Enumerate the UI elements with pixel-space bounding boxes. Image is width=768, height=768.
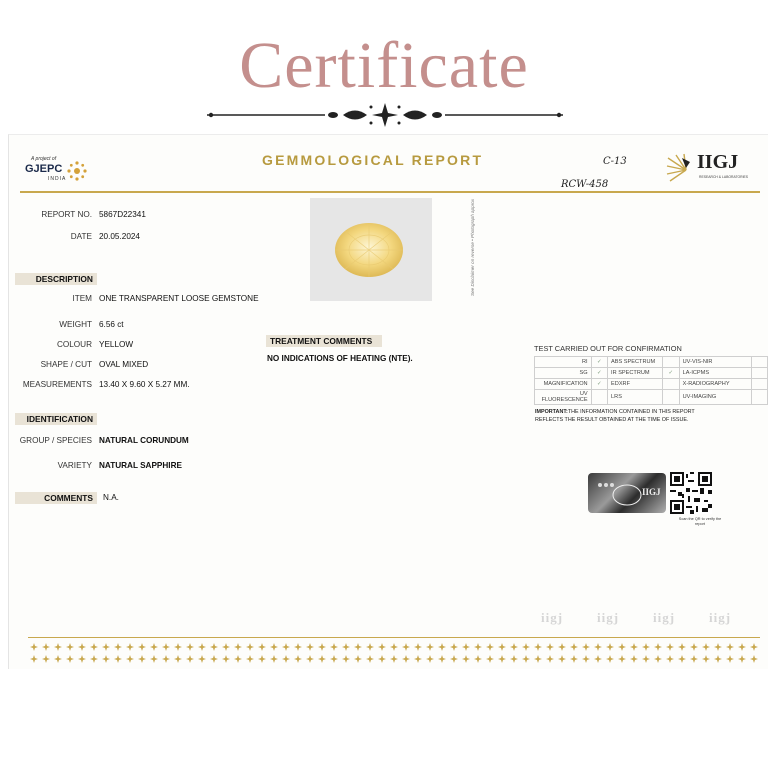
treatment-value: NO INDICATIONS OF HEATING (NTE). [267, 354, 413, 363]
check-icon [591, 390, 607, 405]
iigj-watermark: iigj [541, 610, 564, 625]
tests-table [534, 356, 768, 405]
gjepc-tagline: A project of [31, 156, 57, 162]
item-value: ONE TRANSPARENT LOOSE GEMSTONE [99, 294, 259, 303]
colour-label: COLOUR [56, 340, 92, 349]
hologram-text: IIGJ [642, 487, 661, 497]
check-icon: ✓ [591, 357, 607, 368]
iigj-subtitle: RESEARCH & LABORATORIES [699, 175, 749, 179]
gemstone-icon [310, 198, 432, 301]
test-cell: X-RADIOGRAPHY [679, 379, 751, 390]
iigj-logo: IIGJ [697, 151, 739, 173]
check-icon [663, 357, 679, 368]
gjepc-logo: GJEPC [25, 163, 63, 175]
report-no-label: REPORT NO. [41, 210, 92, 219]
table-row [535, 379, 768, 390]
iigj-watermark: iigj [709, 610, 732, 625]
bottom-border-line [28, 637, 760, 638]
gemstone-photo [310, 198, 432, 301]
table-row [535, 390, 768, 405]
shape-value: OVAL MIXED [99, 360, 149, 369]
qr-caption: Scan the QR to verify the report [678, 517, 722, 526]
iigj-watermark: iigj [597, 610, 620, 625]
report-no-value: 5867D22341 [99, 210, 146, 219]
test-cell: EDXRF [608, 379, 663, 390]
group-label: GROUP / SPECIES [19, 436, 92, 445]
qr-code-icon [670, 472, 712, 514]
test-cell: MAGNIFICATION [535, 379, 592, 390]
table-row [535, 368, 768, 379]
check-icon [751, 390, 767, 405]
colour-value: YELLOW [99, 340, 134, 349]
test-cell: LA-ICPMS [679, 368, 751, 379]
gjepc-country: INDIA [48, 176, 67, 182]
important-text: THE INFORMATION CONTAINED IN THIS REPORT REFLECTS THE RESULT OBTAINED AT THE TIME OF ISSUE. [535, 409, 695, 423]
check-icon [663, 379, 679, 390]
iigj-sunburst-icon [664, 152, 694, 184]
page-title: Certificate [239, 29, 529, 102]
test-cell: RI [535, 357, 592, 368]
description-heading: DESCRIPTION [15, 273, 97, 285]
security-hologram [588, 473, 666, 513]
date-label: DATE [70, 232, 92, 241]
handwritten-code-1: C-13 [603, 156, 627, 167]
report-title: GEMMOLOGICAL REPORT [262, 152, 484, 168]
tests-heading: TEST CARRIED OUT FOR CONFIRMATION [534, 344, 682, 353]
check-icon: ✓ [591, 379, 607, 390]
check-icon: ✓ [591, 368, 607, 379]
check-icon [663, 390, 679, 405]
check-icon [751, 357, 767, 368]
date-value: 20.05.2024 [99, 232, 140, 241]
handwritten-code-2: RCW-458 [561, 179, 609, 190]
test-cell: UV FLUORESCENCE [535, 390, 592, 405]
table-row [535, 357, 768, 368]
iigj-watermark: iigj [653, 610, 676, 625]
comments-heading: COMMENTS [15, 492, 97, 504]
group-value: NATURAL CORUNDUM [99, 436, 189, 445]
important-note [535, 408, 715, 424]
weight-label: WEIGHT [59, 320, 92, 329]
variety-label: VARIETY [57, 461, 92, 470]
check-icon: ✓ [663, 368, 679, 379]
test-cell: UV-VIS-NIR [679, 357, 751, 368]
treatment-heading: TREATMENT COMMENTS [266, 335, 382, 347]
test-cell: UV-IMAGING [679, 390, 751, 405]
test-cell: ABS SPECTRUM [608, 357, 663, 368]
gold-star-border-icon [28, 641, 760, 665]
important-label: IMPORTANT: [535, 409, 568, 415]
measurements-value: 13.40 X 9.60 X 5.27 MM. [99, 380, 190, 389]
variety-value: NATURAL SAPPHIRE [99, 461, 182, 470]
test-cell: LRS [608, 390, 663, 405]
measurements-label: MEASUREMENTS [22, 380, 92, 389]
check-icon [751, 379, 767, 390]
comments-value: N.A. [103, 493, 119, 502]
shape-label: SHAPE / CUT [40, 360, 92, 369]
check-icon [751, 368, 767, 379]
header-divider [20, 191, 760, 193]
test-cell: SG [535, 368, 592, 379]
gjepc-emblem-icon [66, 160, 88, 182]
flourish-divider-icon [205, 100, 565, 130]
weight-value: 6.56 ct [99, 320, 124, 329]
test-cell: IR SPECTRUM [608, 368, 663, 379]
identification-heading: IDENTIFICATION [15, 413, 97, 425]
photo-disclaimer: See Disclaimer on reverse • Photograph approx [470, 198, 475, 296]
item-label: ITEM [72, 294, 92, 303]
